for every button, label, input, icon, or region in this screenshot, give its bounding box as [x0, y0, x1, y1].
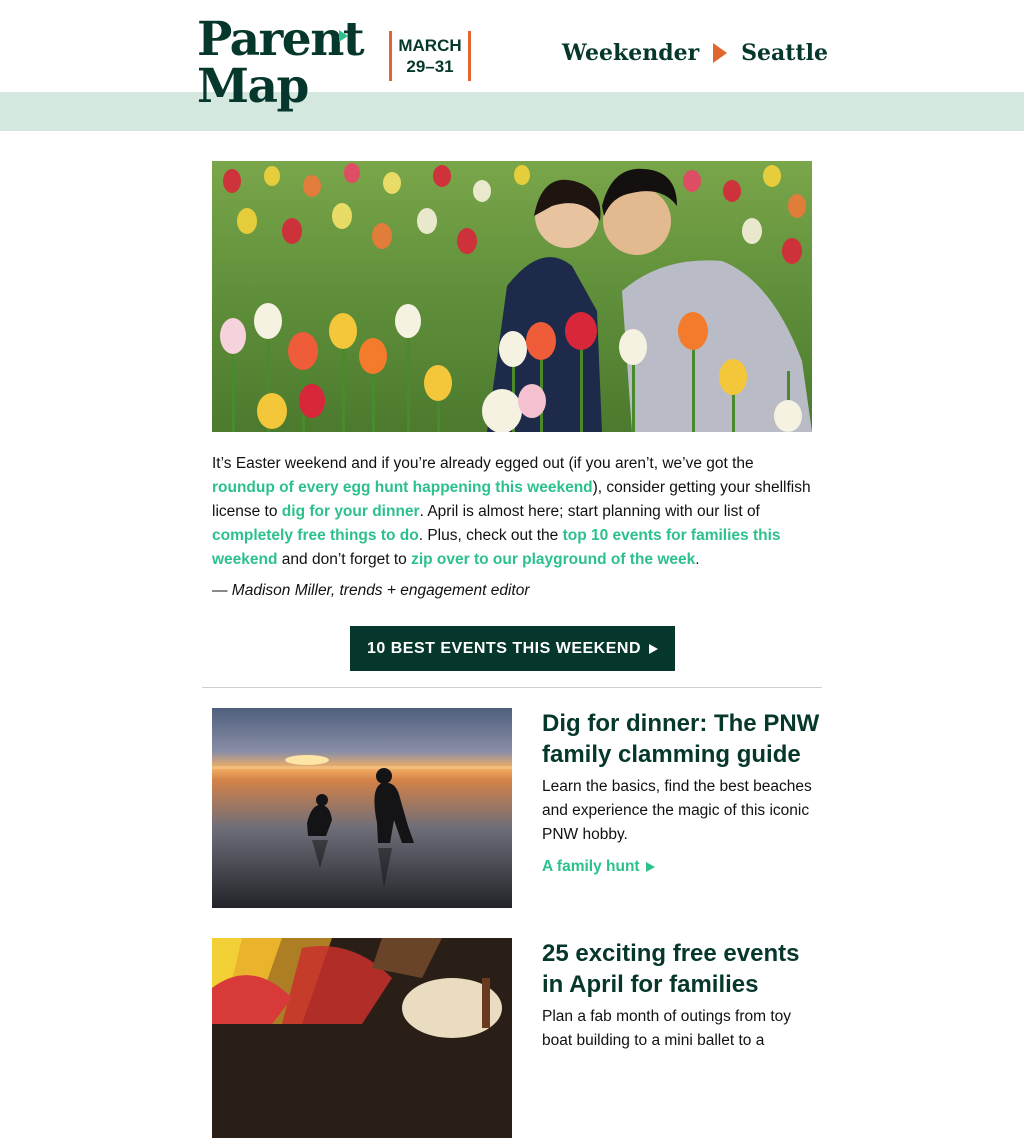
best-events-button[interactable]	[350, 626, 675, 671]
newsletter-city: Seattle	[741, 40, 828, 66]
dig-for-dinner-link[interactable]: dig for your dinner	[281, 503, 420, 520]
article-content	[542, 708, 824, 876]
newsletter-title	[562, 40, 828, 66]
logo-line-2: Map	[197, 59, 308, 114]
intro-text-2: ), consider getting your shellfish license to	[212, 479, 811, 520]
parentmap-logo[interactable]	[197, 12, 364, 114]
hero-image[interactable]	[212, 161, 812, 432]
article-description: Learn the basics, find the best beaches and experience the magic of this iconic PNW hobby.	[542, 778, 812, 843]
logo-triangle-icon	[339, 30, 348, 42]
date-range: 29–31	[406, 57, 454, 76]
header-band	[0, 92, 1024, 131]
intro-text-1: It’s Easter weekend and if you’re already egged out (if you aren’t, we’ve got the	[212, 455, 754, 472]
intro-text-3: . April is almost here; start planning with our list of	[419, 503, 760, 520]
article-title[interactable]: 25 exciting free events in April for families	[542, 940, 800, 998]
logo-line-1: Parent	[197, 12, 364, 67]
clamming-image[interactable]	[212, 708, 512, 908]
top-events-link[interactable]: top 10 events for families this weekend	[212, 527, 781, 568]
intro-text-6: .	[695, 551, 700, 568]
play-triangle-icon	[646, 862, 655, 872]
newsletter-name: Weekender	[562, 40, 700, 66]
cta-label: 10 BEST EVENTS THIS WEEKEND	[367, 639, 641, 657]
article-link[interactable]	[542, 858, 824, 876]
free-things-link[interactable]: completely free things to do	[212, 527, 419, 544]
issue-date	[389, 31, 471, 81]
section-divider	[202, 687, 822, 688]
article-link-label: A family hunt	[542, 858, 640, 875]
article-content	[542, 938, 824, 1053]
play-triangle-icon	[649, 644, 658, 654]
playground-link[interactable]: zip over to our playground of the week	[411, 551, 696, 568]
intro-text-4: . Plus, check out the	[418, 527, 563, 544]
article-description: Plan a fab month of outings from toy boat building to a mini ballet to a	[542, 1008, 791, 1049]
article-title[interactable]: Dig for dinner: The PNW family clamming guide	[542, 710, 820, 768]
date-month: MARCH	[398, 36, 462, 55]
drummer-image[interactable]	[212, 938, 512, 1138]
intro-paragraph	[212, 452, 812, 572]
egg-hunt-link[interactable]: roundup of every egg hunt happening this weekend	[212, 479, 593, 496]
play-triangle-icon	[713, 43, 727, 63]
intro-text-5: and don’t forget to	[277, 551, 412, 568]
editor-signature: — Madison Miller, trends + engagement editor	[212, 582, 530, 599]
